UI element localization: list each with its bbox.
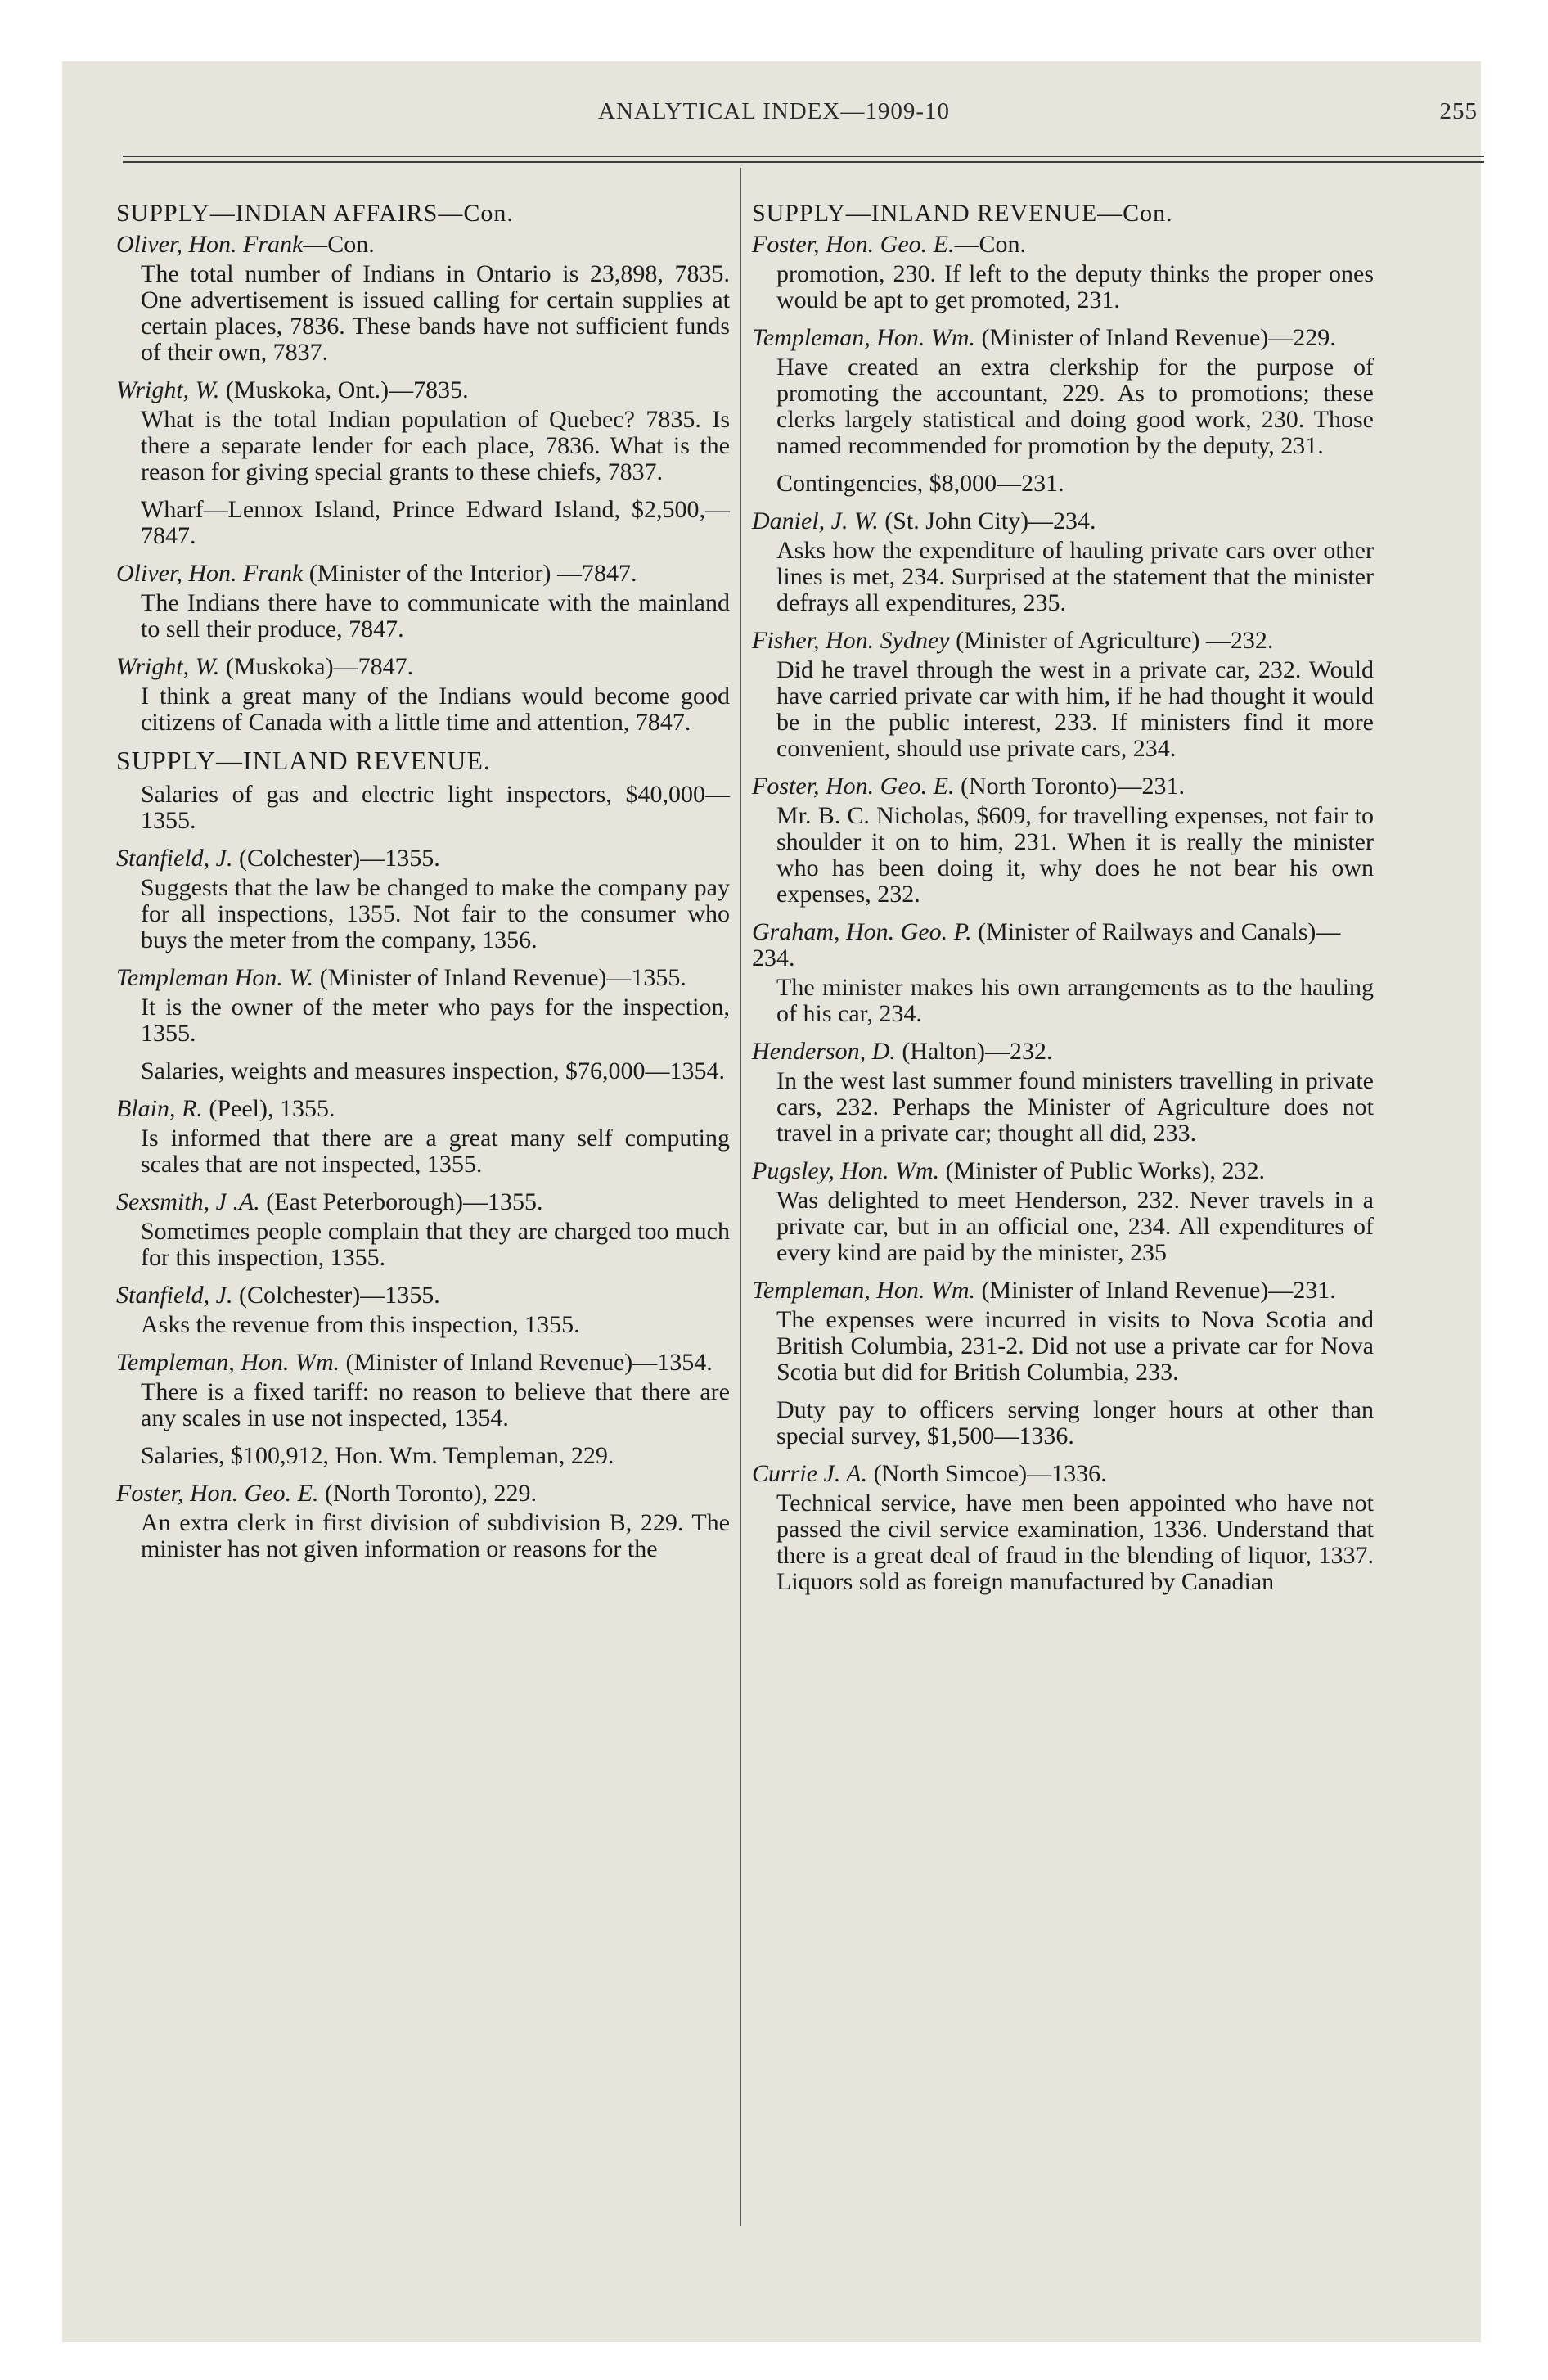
index-entry xyxy=(752,1158,1374,1266)
index-entry xyxy=(116,377,730,485)
entry-head xyxy=(116,965,730,991)
speaker-name: Templeman, Hon. Wm. xyxy=(752,324,976,351)
speaker-info: (Minister of Inland Revenue)—229. xyxy=(975,324,1336,351)
speaker-name: Templeman, Hon. Wm. xyxy=(752,1277,976,1304)
speaker-name: Oliver, Hon. Frank xyxy=(116,231,304,258)
speaker-info: (Colchester)—1355. xyxy=(232,1282,440,1309)
section-title: SUPPLY—INLAND REVENUE. xyxy=(116,746,491,775)
entry-body: Mr. B. C. Nicholas, $609, for travelling expenses, not fair to shoulder it on to him, 231. When it is really the minister who has been doing it, why does he not bear his own expenses, 232. xyxy=(776,802,1374,908)
speaker-info: (Muskoka, Ont.)—7835. xyxy=(219,376,469,403)
entry-head xyxy=(752,1039,1374,1065)
entry-head xyxy=(116,1481,730,1507)
index-entry xyxy=(752,325,1374,459)
entry-body: Did he travel through the west in a private car, 232. Would have carried private car with him, if he had thought it would be in the public interest, 233. If ministers find it more convenient, should use private cars, 234. xyxy=(776,656,1374,762)
speaker-name: Blain, R. xyxy=(116,1095,203,1122)
speaker-info: (Colchester)—1355. xyxy=(232,845,440,872)
index-entry xyxy=(116,654,730,736)
index-entry xyxy=(116,1282,730,1338)
index-entry xyxy=(116,965,730,1047)
entry-body: In the west last summer found ministers travelling in private cars, 232. Perhaps the Minister of Agriculture does not travel in a private car; thought all did, 233. xyxy=(776,1067,1374,1147)
entry-body: Asks how the expenditure of hauling private cars over other lines is met, 234. Surprised at the statement that the minister defrays all expenditures, 235. xyxy=(776,537,1374,616)
speaker-info: (Minister of Railways and Canals)—234. xyxy=(752,918,1341,971)
supply-item: Contingencies, $8,000—231. xyxy=(776,470,1064,497)
speaker-name: Wright, W. xyxy=(116,653,220,680)
index-entry xyxy=(752,919,1374,1027)
speaker-info: (Minister of Inland Revenue)—1354. xyxy=(340,1349,713,1376)
index-entry xyxy=(116,232,730,366)
entry-head xyxy=(752,1158,1374,1184)
index-entry xyxy=(752,1278,1374,1386)
entry-body: promotion, 230. If left to the deputy thinks the proper ones would be apt to get promoted, 231. xyxy=(776,260,1374,313)
index-entry xyxy=(116,1189,730,1271)
supply-item: Salaries of gas and electric light inspectors, $40,000—1355. xyxy=(141,781,730,834)
speaker-info: (Halton)—232. xyxy=(895,1038,1053,1065)
speaker-name: Fisher, Hon. Sydney xyxy=(752,627,950,654)
header-rule-bottom xyxy=(123,161,1484,163)
entry-head xyxy=(116,845,730,872)
page-number: 255 xyxy=(1439,98,1478,124)
speaker-name: Sexsmith, J .A. xyxy=(116,1188,260,1215)
speaker-info: (St. John City)—234. xyxy=(878,507,1096,534)
speaker-name: Foster, Hon. Geo. E. xyxy=(116,1480,319,1507)
speaker-info: (East Peterborough)—1355. xyxy=(259,1188,543,1215)
speaker-name: Daniel, J. W. xyxy=(752,507,879,534)
speaker-name: Oliver, Hon. Frank xyxy=(116,560,304,587)
index-entry xyxy=(116,1481,730,1562)
speaker-name: Graham, Hon. Geo. P. xyxy=(752,918,972,945)
entry-head xyxy=(752,325,1374,351)
entry-head xyxy=(116,654,730,680)
speaker-info: —Con. xyxy=(954,231,1026,258)
entry-body: The Indians there have to communicate with the mainland to sell their produce, 7847. xyxy=(141,589,730,642)
entry-head xyxy=(116,1282,730,1309)
entry-body: Asks the revenue from this inspection, 1355. xyxy=(141,1311,580,1338)
entry-body: An extra clerk in first division of subdivision B, 229. The minister has not given information or reasons for the xyxy=(141,1509,730,1562)
speaker-name: Foster, Hon. Geo. E. xyxy=(752,773,955,800)
speaker-name: Pugsley, Hon. Wm. xyxy=(752,1157,940,1184)
entry-head xyxy=(752,508,1374,534)
entry-body: The expenses were incurred in visits to Nova Scotia and British Columbia, 231-2. Did not use a private car for Nova Scotia but did for British Columbia, 233. xyxy=(776,1306,1374,1386)
entry-head xyxy=(116,1189,730,1215)
entry-head xyxy=(116,1350,730,1376)
speaker-info: (North Toronto), 229. xyxy=(318,1480,537,1507)
entry-body: Technical service, have men been appointed who have not passed the civil service examination, 1336. Understand that there is a great deal of fraud in the blending of liquor, 1337. Liquors sold as foreign manufactured by Canadian xyxy=(776,1490,1374,1595)
index-entry xyxy=(752,773,1374,908)
entry-head xyxy=(752,232,1374,258)
speaker-name: Templeman Hon. W. xyxy=(116,964,314,991)
speaker-name: Currie J. A. xyxy=(752,1460,868,1487)
entry-body: Have created an extra clerkship for the purpose of promoting the accountant, 229. As to promotions; these clerks largely statistical and doing good work, 230. Those named recommended for promotion by the deputy, 231. xyxy=(776,354,1374,459)
entry-body: Was delighted to meet Henderson, 232. Never travels in a private car, but in an official one, 234. All expenditures of every kind are paid by the minister, 235 xyxy=(776,1187,1374,1266)
speaker-info: (Minister of Public Works), 232. xyxy=(939,1157,1265,1184)
speaker-name: Stanfield, J. xyxy=(116,845,233,872)
column-divider xyxy=(740,168,741,2226)
supply-item: Wharf—Lennox Island, Prince Edward Island, $2,500,—7847. xyxy=(141,496,730,549)
page-header xyxy=(0,98,1548,139)
entry-head xyxy=(752,1461,1374,1487)
entry-head xyxy=(116,561,730,587)
index-entry xyxy=(116,845,730,953)
speaker-name: Stanfield, J. xyxy=(116,1282,233,1309)
supply-item: Salaries, weights and measures inspection, $76,000—1354. xyxy=(141,1057,726,1084)
speaker-name: Foster, Hon. Geo. E. xyxy=(752,231,955,258)
right-column xyxy=(752,201,1374,1607)
index-entry xyxy=(752,232,1374,313)
supply-item: Salaries, $100,912, Hon. Wm. Templeman, 229. xyxy=(141,1442,614,1469)
section-title: SUPPLY—INLAND REVENUE—Con. xyxy=(752,200,1173,227)
speaker-info: (Minister of Agriculture) —232. xyxy=(949,627,1274,654)
entry-body: The minister makes his own arrangements as to the hauling of his car, 234. xyxy=(776,974,1374,1027)
entry-head xyxy=(116,232,730,258)
entry-body: It is the owner of the meter who pays for the inspection, 1355. xyxy=(141,994,730,1047)
entry-head xyxy=(752,773,1374,800)
index-entry xyxy=(752,628,1374,762)
speaker-name: Wright, W. xyxy=(116,376,220,403)
entry-body: The total number of Indians in Ontario is 23,898, 7835. One advertisement is issued calling for certain supplies at certain places, 7836. These bands have not sufficient funds of their own, 7837. xyxy=(141,260,730,366)
entry-head xyxy=(752,628,1374,654)
entry-body: Suggests that the law be changed to make the company pay for all inspections, 1355. Not fair to the consumer who buys the meter from the company, 1356. xyxy=(141,874,730,953)
entry-head xyxy=(752,1278,1374,1304)
entry-head xyxy=(116,377,730,403)
index-entry xyxy=(116,1350,730,1431)
entry-body: Sometimes people complain that they are charged too much for this inspection, 1355. xyxy=(141,1218,730,1271)
speaker-name: Templeman, Hon. Wm. xyxy=(116,1349,340,1376)
index-entry xyxy=(116,1096,730,1178)
supply-item: Duty pay to officers serving longer hours at other than special survey, $1,500—1336. xyxy=(776,1396,1374,1449)
index-entry xyxy=(752,1039,1374,1147)
entry-body: There is a fixed tariff: no reason to believe that there are any scales in use not inspected, 1354. xyxy=(141,1378,730,1431)
entry-body: Is informed that there are a great many self computing scales that are not inspected, 1355. xyxy=(141,1125,730,1178)
running-title: ANALYTICAL INDEX—1909-10 xyxy=(598,98,950,124)
index-entry xyxy=(116,561,730,642)
entry-head xyxy=(116,1096,730,1122)
section-title: SUPPLY—INDIAN AFFAIRS—Con. xyxy=(116,200,514,227)
header-rule-top xyxy=(123,156,1484,157)
speaker-info: (North Toronto)—231. xyxy=(954,773,1185,800)
speaker-name: Henderson, D. xyxy=(752,1038,896,1065)
entry-body: I think a great many of the Indians would become good citizens of Canada with a little time and attention, 7847. xyxy=(141,683,730,736)
speaker-info: (Peel), 1355. xyxy=(202,1095,335,1122)
speaker-info: (Minister of Inland Revenue)—231. xyxy=(975,1277,1336,1304)
left-column xyxy=(116,201,730,1574)
entry-body: What is the total Indian population of Quebec? 7835. Is there a separate lender for each place, 7836. What is the reason for giving special grants to these chiefs, 7837. xyxy=(141,406,730,485)
index-entry xyxy=(752,508,1374,616)
speaker-info: (Minister of Inland Revenue)—1355. xyxy=(313,964,686,991)
speaker-info: (Muskoka)—7847. xyxy=(219,653,414,680)
speaker-info: (Minister of the Interior) —7847. xyxy=(303,560,637,587)
speaker-info: (North Simcoe)—1336. xyxy=(867,1460,1107,1487)
speaker-info: —Con. xyxy=(303,231,375,258)
index-entry xyxy=(752,1461,1374,1595)
entry-head xyxy=(752,919,1374,971)
